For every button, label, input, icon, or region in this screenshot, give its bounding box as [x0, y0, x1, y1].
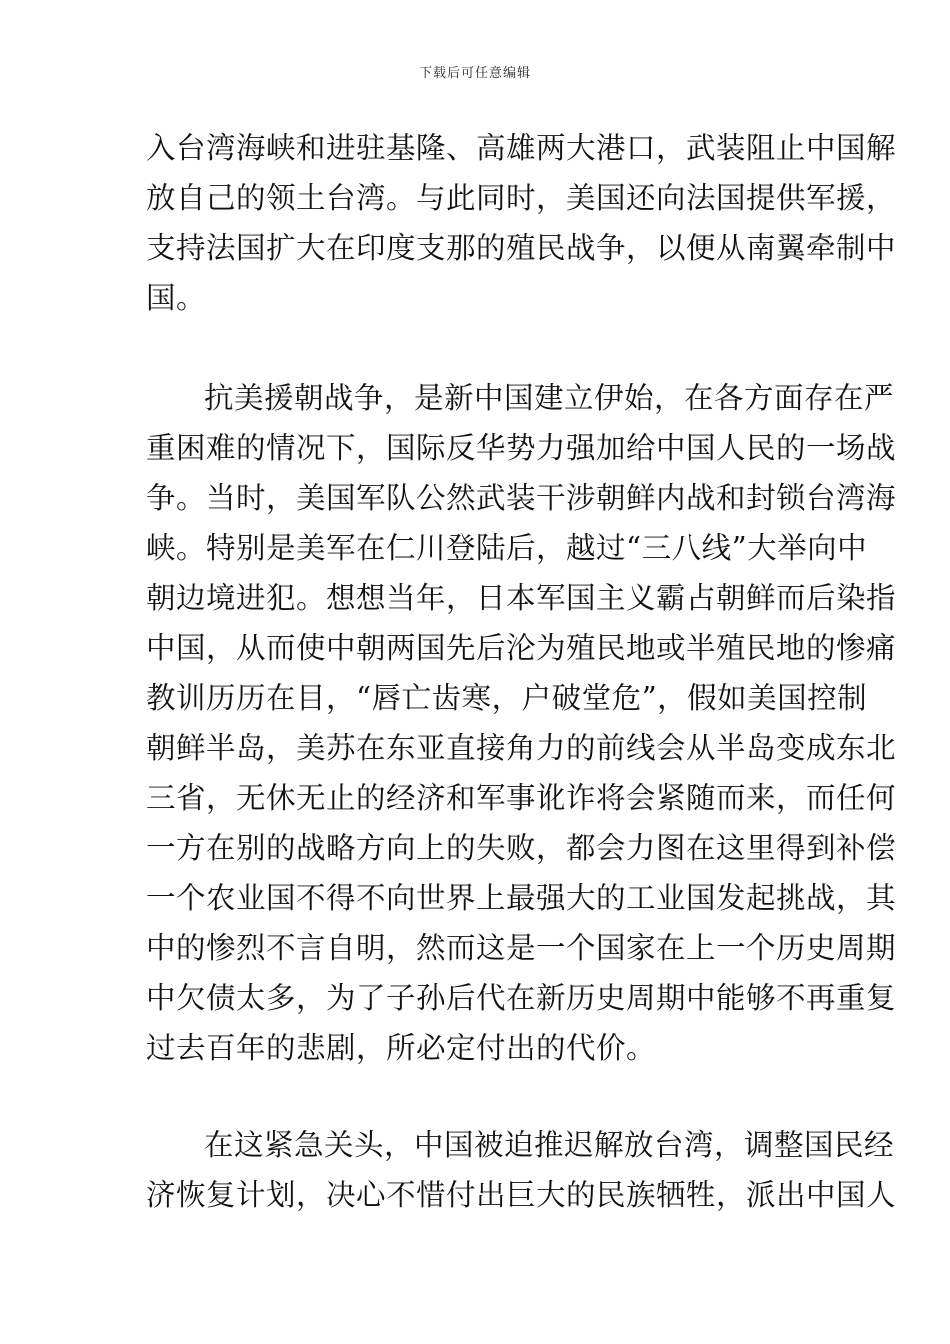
paragraph-3 — [146, 1120, 897, 1220]
header-note: 下载后可任意编辑 — [418, 66, 531, 81]
paragraph-line: 入台湾海峡和进驻基隆、高雄两大港口，武装阻止中国解 — [146, 131, 897, 165]
paragraph-line: 中欠债太多，为了子孙后代在新历史周期中能够不再重复 — [146, 981, 897, 1015]
paragraph-line: 一个农业国不得不向世界上最强大的工业国发起挑战，其 — [146, 881, 897, 915]
paragraph-line: 一方在别的战略方向上的失败，都会力图在这里得到补偿 — [146, 831, 897, 865]
paragraph-line: 三省，无休无止的经济和军事讹诈将会紧随而来，而任何 — [146, 781, 897, 815]
paragraph-line: 在这紧急关头，中国被迫推迟解放台湾，调整国民经 — [204, 1128, 895, 1162]
paragraph-line: 支持法国扩大在印度支那的殖民战争，以便从南翼牵制中 — [146, 231, 897, 265]
paragraph-1 — [146, 123, 897, 323]
paragraph-line: 过去百年的悲剧，所必定付出的代价。 — [146, 1031, 657, 1065]
paragraph-line: 朝鲜半岛，美苏在东亚直接角力的前线会从半岛变成东北 — [146, 731, 897, 765]
paragraph-line: 峡。特别是美军在仁川登陆后，越过“三八线”大举向中 — [146, 531, 868, 565]
paragraph-line: 抗美援朝战争，是新中国建立伊始，在各方面存在严 — [204, 381, 895, 415]
paragraph-line: 教训历历在目，“唇亡齿寒，户破堂危”，假如美国控制 — [146, 681, 868, 715]
paragraph-2 — [146, 373, 897, 1073]
paragraph-line: 争。当时，美国军队公然武装干涉朝鲜内战和封锁台湾海 — [146, 481, 897, 515]
paragraph-line: 中国，从而使中朝两国先后沦为殖民地或半殖民地的惨痛 — [146, 631, 897, 665]
paragraph-line: 重困难的情况下，国际反华势力强加给中国人民的一场战 — [146, 431, 897, 465]
paragraph-line: 济恢复计划，决心不惜付出巨大的民族牺牲，派出中国人 — [146, 1178, 897, 1212]
paragraph-line: 中的惨烈不言自明，然而这是一个国家在上一个历史周期 — [146, 931, 897, 965]
paragraph-line: 放自己的领土台湾。与此同时，美国还向法国提供军援， — [146, 181, 897, 215]
paragraph-line: 国。 — [146, 281, 207, 315]
paragraph-line: 朝边境进犯。想想当年，日本军国主义霸占朝鲜而后染指 — [146, 581, 897, 615]
